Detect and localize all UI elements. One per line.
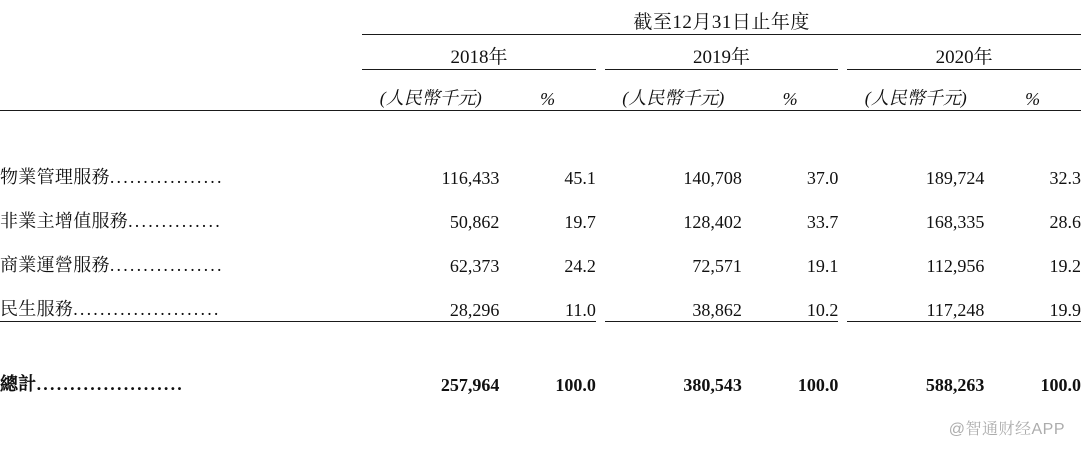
cell-2018-amount: 28,296: [362, 277, 499, 322]
cell-2019-amount: 140,708: [683, 168, 742, 188]
years-label-blank: [0, 35, 362, 70]
row-gap-2: [838, 233, 847, 277]
cell-2019-percent: 37.0: [806, 168, 839, 188]
unit-percent-2019: %: [742, 70, 839, 111]
total-2020-percent: 100.0: [1040, 375, 1081, 395]
table-row: [0, 145, 1081, 189]
cell-2018-percent: 45.1: [564, 168, 596, 188]
total-2018-percent: 100.0: [555, 375, 596, 395]
table-header-period-row: [0, 0, 1081, 35]
total-2019-amount: 380,543: [683, 375, 742, 395]
header-period-title: 截至12月31日止年度: [362, 0, 1081, 35]
table-row: [0, 189, 1081, 233]
cell-2020-percent: 19.2: [1049, 256, 1081, 276]
cell-2018-percent: 11.0: [499, 277, 596, 322]
cell-2020-percent: 32.3: [1049, 168, 1081, 188]
row-leader-dots: ......................: [36, 374, 185, 394]
row-gap-2: [838, 145, 847, 189]
cell-2020-amount: 168,335: [925, 212, 985, 232]
cell-2019-percent: 19.1: [806, 256, 839, 276]
row-leader-dots: ..............: [128, 211, 222, 231]
cell-2020-percent: 19.9: [984, 277, 1081, 322]
spacer-cell: [0, 111, 1081, 146]
units-label-blank: [0, 70, 362, 111]
header-corner-blank: [0, 0, 362, 35]
header-body-spacer: [0, 111, 1081, 146]
cell-2020-amount: 112,956: [926, 256, 985, 276]
table-total-row: [0, 350, 1081, 396]
watermark: @智通财经APP: [948, 421, 1065, 438]
cell-2020-amount: 117,248: [847, 277, 984, 322]
row-leader-dots: .................: [109, 255, 224, 275]
row-gap-2: [838, 350, 847, 396]
row-gap-1: [596, 189, 605, 233]
unit-amount-2018: (人民幣千元): [362, 70, 499, 111]
row-label-text: 總計: [0, 374, 37, 394]
cell-2020-percent: 28.6: [1049, 212, 1081, 232]
row-label-livelihood-service: [0, 277, 362, 322]
year-gap-1: [596, 35, 605, 70]
row-label-property-management: [0, 145, 362, 189]
cell-2019-percent: 10.2: [742, 277, 839, 322]
cell-2019-amount: 128,402: [683, 212, 742, 232]
row-label-text: 物業管理服務: [0, 167, 110, 187]
total-2020-amount: 588,263: [925, 375, 985, 395]
cell-2019-percent: 33.7: [806, 212, 839, 232]
row-label-non-owner-value-added: [0, 189, 362, 233]
spacer-cell: [0, 322, 1081, 351]
table-row: [0, 233, 1081, 277]
cell-2019-amount: 72,571: [692, 256, 742, 276]
total-2018-amount: 257,964: [440, 375, 500, 395]
row-gap-2: [838, 189, 847, 233]
unit-gap-1: [596, 70, 605, 111]
unit-gap-2: [838, 70, 847, 111]
unit-percent-2018: %: [499, 70, 596, 111]
table-header-years-row: [0, 35, 1081, 70]
header-year-2020: 2020年: [847, 35, 1081, 70]
row-gap-2: [838, 277, 847, 322]
row-gap-1: [596, 233, 605, 277]
cell-2018-percent: 19.7: [564, 212, 596, 232]
row-leader-dots: ......................: [73, 299, 221, 319]
row-gap-1: [596, 350, 605, 396]
year-gap-2: [838, 35, 847, 70]
row-label-total: [0, 350, 362, 396]
cell-2018-amount: 50,862: [449, 212, 500, 232]
row-label-text: 民生服務: [0, 299, 74, 319]
row-gap-1: [596, 277, 605, 322]
header-year-2019: 2019年: [605, 35, 839, 70]
unit-percent-2020: %: [984, 70, 1081, 111]
row-leader-dots: .................: [109, 167, 224, 187]
cell-2019-amount: 38,862: [605, 277, 742, 322]
total-spacer: [0, 322, 1081, 351]
cell-2020-amount: 189,724: [925, 168, 985, 188]
cell-2018-amount: 62,373: [449, 256, 500, 276]
cell-2018-amount: 116,433: [441, 168, 500, 188]
row-label-text: 非業主增值服務: [0, 211, 129, 231]
row-label-commercial-operation: [0, 233, 362, 277]
cell-2018-percent: 24.2: [564, 256, 596, 276]
unit-amount-2019: (人民幣千元): [605, 70, 742, 111]
table-row: [0, 277, 1081, 322]
table-header-units-row: [0, 70, 1081, 111]
unit-amount-2020: (人民幣千元): [847, 70, 984, 111]
total-2019-percent: 100.0: [797, 375, 839, 395]
row-label-text: 商業運營服務: [0, 255, 110, 275]
header-year-2018: 2018年: [362, 35, 596, 70]
row-gap-1: [596, 145, 605, 189]
